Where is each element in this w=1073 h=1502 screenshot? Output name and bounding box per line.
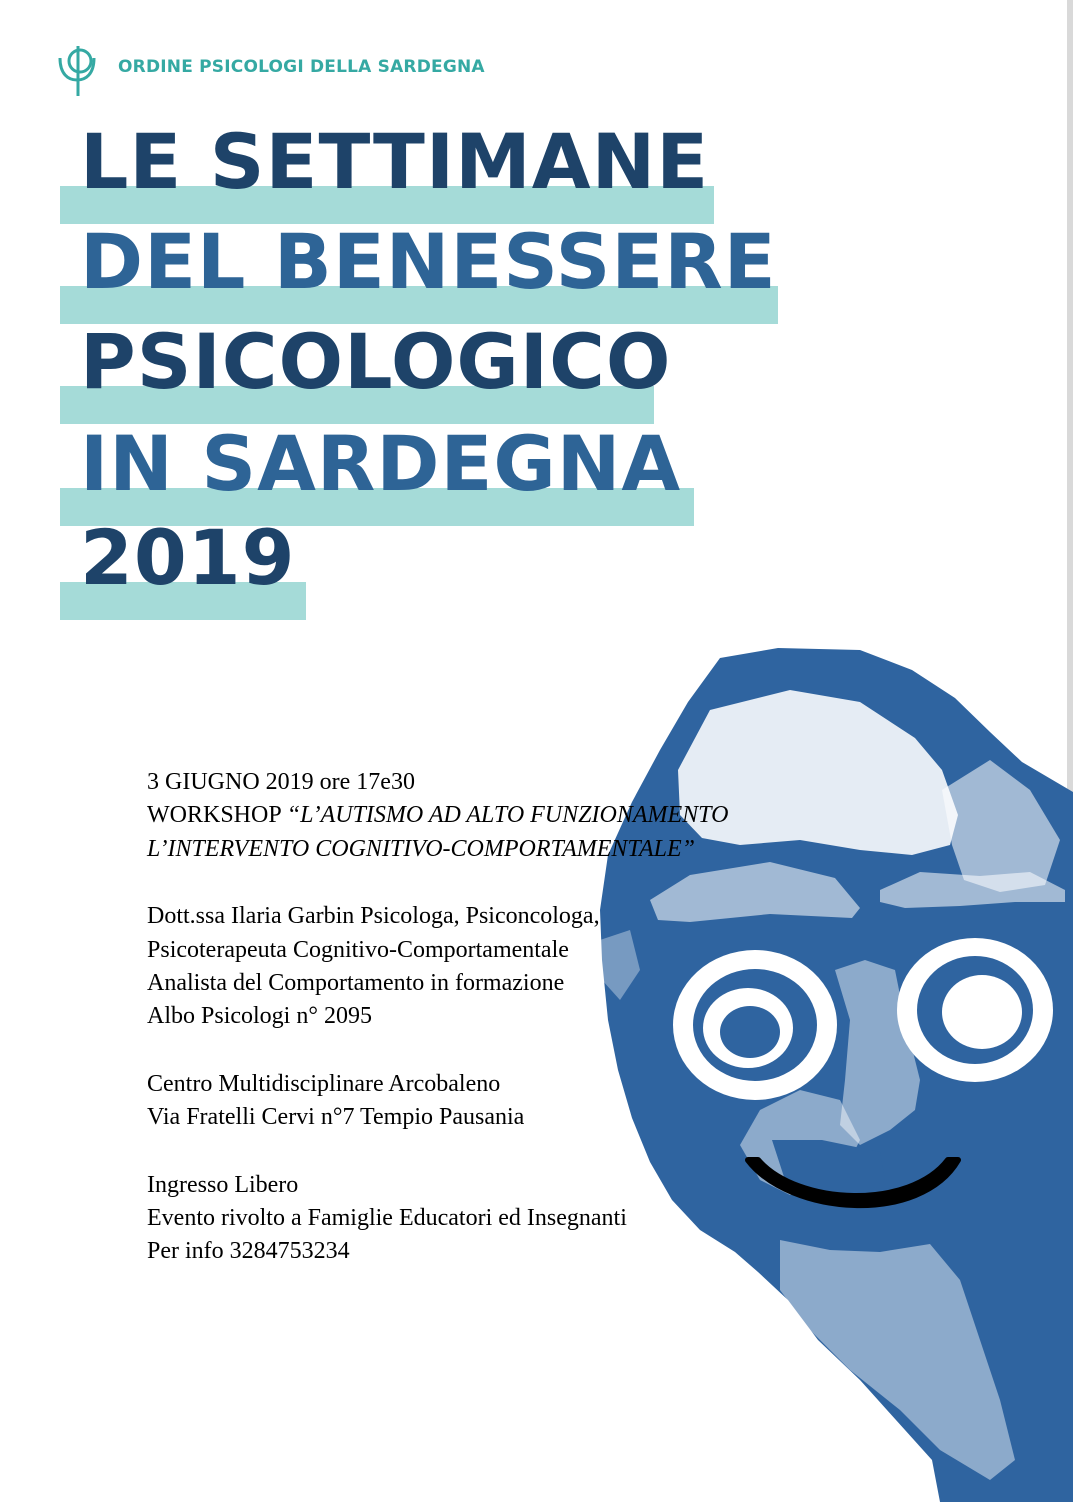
workshop-line <box>147 799 728 832</box>
workshop-label: WORKSHOP <box>147 802 281 829</box>
spacer <box>147 1135 728 1169</box>
spacer <box>147 866 728 900</box>
title-line-3 <box>60 314 672 424</box>
title-text: IN SARDEGNA <box>80 419 682 508</box>
event-info <box>147 766 728 1269</box>
speaker-line: Albo Psicologi n° 2095 <box>147 1003 372 1030</box>
title-text: DEL BENESSERE <box>80 217 777 306</box>
spacer <box>147 1034 728 1068</box>
title-text: LE SETTIMANE <box>80 117 710 206</box>
contact-line: Per info 3284753234 <box>147 1238 350 1265</box>
title-line-5 <box>60 510 306 620</box>
org-name: ORDINE PSICOLOGI DELLA SARDEGNA <box>118 57 485 77</box>
venue-line: Via Fratelli Cervi n°7 Tempio Pausania <box>147 1104 525 1131</box>
speaker-line: Analista del Comportamento in formazione <box>147 970 565 997</box>
workshop-title-1: “L’AUTISMO AD ALTO FUNZIONAMENTO <box>286 802 729 829</box>
venue-line: Centro Multidisciplinare Arcobaleno <box>147 1070 501 1097</box>
access-line: Evento rivolto a Famiglie Educatori ed Insegnanti <box>147 1205 627 1232</box>
speaker-line: Psicoterapeuta Cognitivo-Comportamentale <box>147 936 569 963</box>
speaker-line: Dott.ssa Ilaria Garbin Psicologa, Psiconcologa, <box>147 903 600 930</box>
title-text: PSICOLOGICO <box>80 317 672 406</box>
title-line-1 <box>60 114 714 224</box>
psi-logo-icon <box>54 44 100 98</box>
event-date: 3 GIUGNO 2019 ore 17e30 <box>147 769 415 795</box>
workshop-title-2 <box>147 833 728 866</box>
title-text: 2019 <box>80 513 296 602</box>
access-line: Ingresso Libero <box>147 1171 299 1198</box>
title-line-2 <box>60 214 778 324</box>
workshop-title-2-text: L’INTERVENTO COGNITIVO-COMPORTAMENTALE” <box>147 835 695 862</box>
